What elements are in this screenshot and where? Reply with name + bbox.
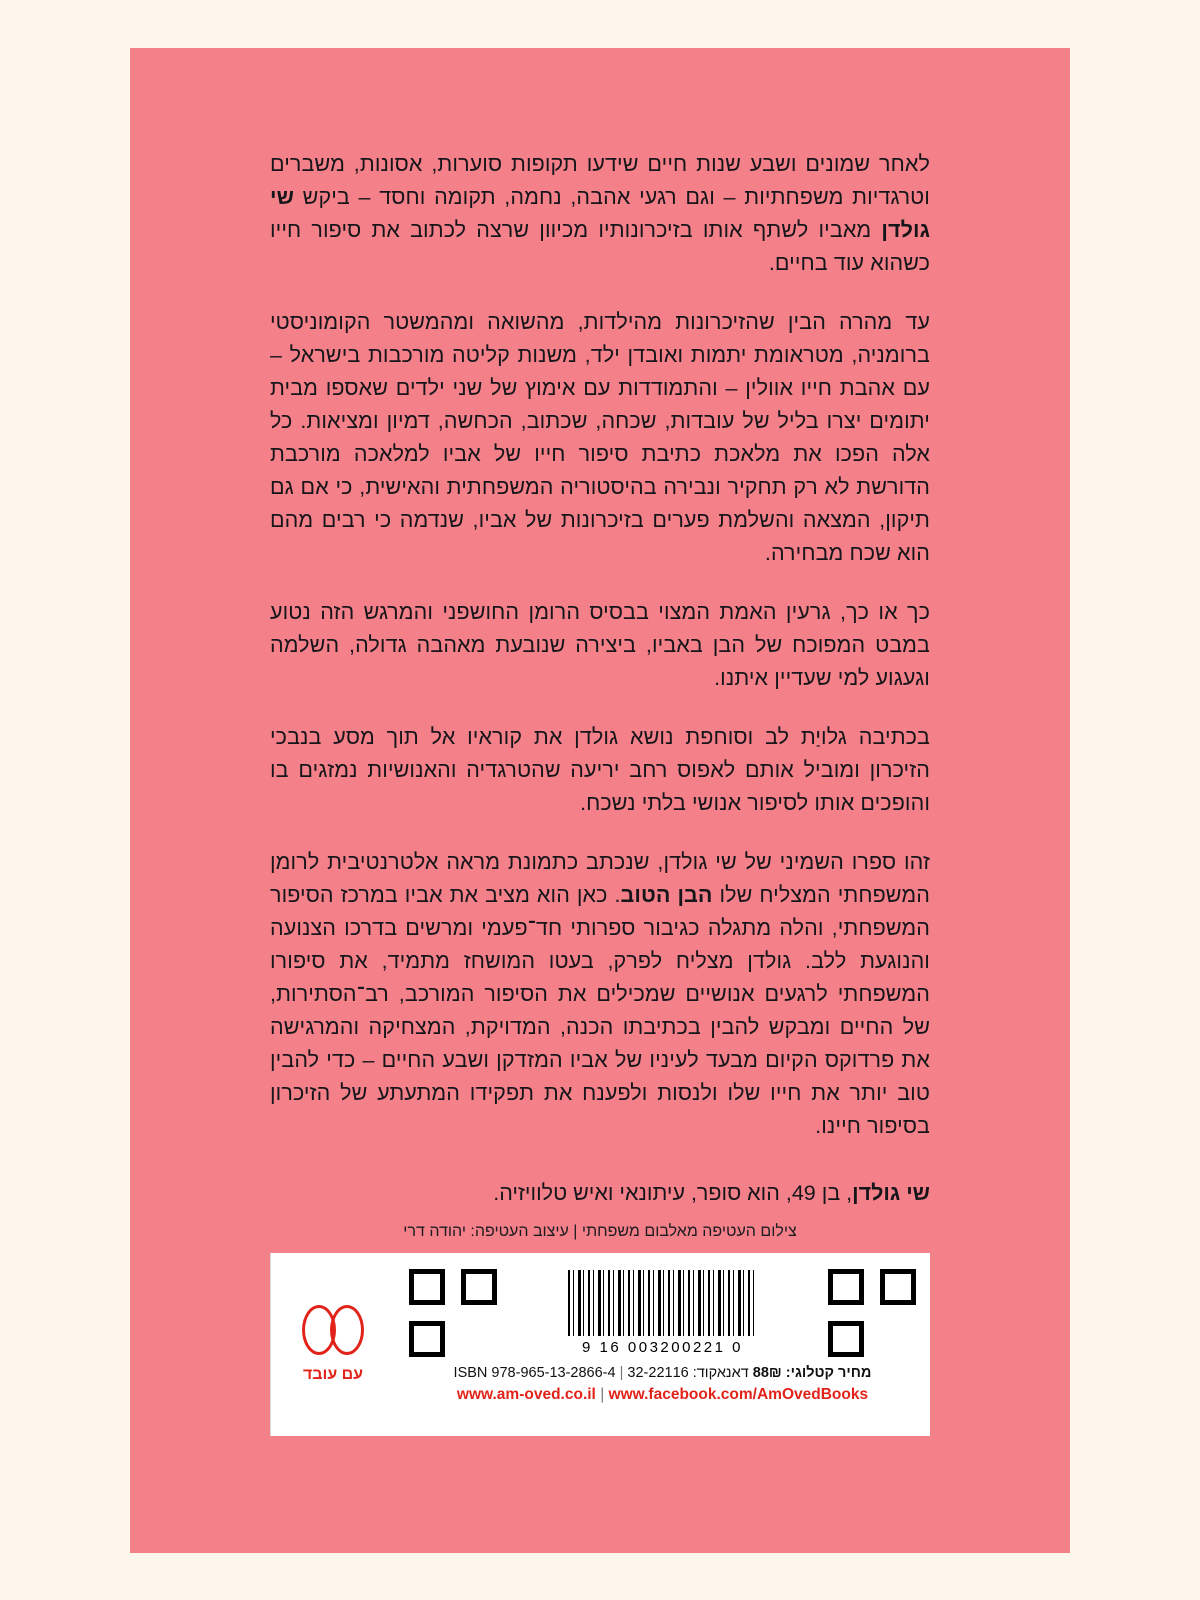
publisher-name: עם עובד	[302, 1366, 364, 1383]
blurb-paragraph-5-part-a: זהו ספרו השמיני של שי גולדן, שנכתב כתמונת מראה אלטרנטיבית לרומן המשפחתי המצליח שלו	[270, 850, 930, 907]
barcode-digits: 0 003200221 16 9	[582, 1339, 743, 1356]
qr-code-icon-left[interactable]	[828, 1269, 916, 1357]
barcode-group	[568, 1270, 758, 1356]
dancode-label: דאנאקוד:	[692, 1365, 749, 1381]
book-back-cover	[130, 48, 1070, 1553]
website-link[interactable]: www.am-oved.co.il	[456, 1386, 596, 1403]
author-name-bold: שי גולדן	[270, 185, 930, 242]
blurb-text-block	[270, 148, 930, 1210]
author-bio-rest: , בן 49, הוא סופר, עיתונאי ואיש טלוויזיה.	[493, 1181, 853, 1205]
cover-credits: צילום העטיפה מאלבום משפחתי | עיצוב העטיפה: יהודה דרי	[403, 1223, 797, 1240]
author-bio-note	[270, 1177, 930, 1210]
blurb-paragraph-1	[270, 148, 930, 280]
blurb-paragraph-5	[270, 846, 930, 1143]
previous-book-title-bold: הבן הטוב	[620, 883, 713, 907]
publisher-colophon-block	[270, 1253, 930, 1436]
meta-separator: |	[619, 1365, 624, 1381]
barcode-icon	[568, 1270, 758, 1336]
publisher-logo	[270, 1253, 395, 1436]
isbn-value: ISBN 978-965-13-2866-4	[453, 1365, 616, 1381]
price-label: מחיר קטלוגי:	[785, 1365, 872, 1381]
blurb-paragraph-1-part-a: לאחר שמונים ושבע שנות חיים שידעו תקופות סוערות, אסונות, משברים וטרגדיות משפחתיות – וגם רגעי אהבה, נחמה, תקומה וחסד – ביקש	[270, 152, 930, 209]
author-bio-name: שי גולדן	[852, 1181, 930, 1205]
dancode-value: 32-22116	[627, 1365, 689, 1381]
links-separator: |	[600, 1386, 605, 1403]
colophon-info	[395, 1253, 930, 1436]
price-value: 88₪	[752, 1365, 782, 1381]
blurb-paragraph-2: עד מהרה הבין שהזיכרונות מהילדות, מהשואה ומהמשטר הקומוניסטי ברומניה, מטראומת יתמות ואובדן ילד, משנות קליטה מורכבות בישראל – עם אהבת חייו אוולין – והתמודדות עם אימוץ של שני ילדים שאספו מבית יתומים יצרו בליל של עובדות, שכחה, שכתוב, הכחשה, דמיון ומציאות. כל אלה הפכו את מלאכת כתיבת סיפור חייו של אביו למלאכה מורכבת הדורשת לא רק תחקיר ונבירה בהיסטוריה המשפחתית והאישית, כי אם גם תיקון, המצאה והשלמת פערים בזיכרונות של אביו, שנדמה כי רבים מהם הוא שכח מבחירה.	[270, 310, 930, 565]
blurb-paragraph-3: כך או כך, גרעין האמת המצוי בבסיס הרומן החושפני והמרגש הזה נטוע במבט המפוכח של הבן באביו, ביצירה שנובעת מאהבה גדולה, השלמה וגעגוע למי שעדיין איתנו.	[270, 600, 930, 690]
qr-code-icon-right[interactable]	[409, 1269, 497, 1357]
facebook-link[interactable]: www.facebook.com/AmOvedBooks	[608, 1386, 869, 1403]
price-and-dancode-line	[409, 1365, 916, 1381]
web-links-line	[409, 1386, 916, 1404]
codes-row	[409, 1265, 916, 1361]
blurb-paragraph-1-part-b: מאביו לשתף אותו בזיכרונותיו מכיוון שרצה לכתוב את סיפור חייו כשהוא עוד בחיים.	[270, 218, 930, 275]
am-oved-logo-icon	[302, 1305, 364, 1357]
blurb-paragraph-4: בכתיבה גלויַת לב וסוחפת נושא גולדן את קוראיו אל תוך מסע בנבכי הזיכרון ומוביל אותם לאפוס רחב יריעה שהטרגדיה והאנושיות נמזגים בו והופכים אותו לסיפור אנושי בלתי נשכח.	[270, 725, 930, 815]
blurb-paragraph-5-part-b: . כאן הוא מציב את אביו במרכז הסיפור המשפחתי, והלה מתגלה כגיבור ספרותי חד־פעמי ומרשים בדרכו הצנועה והנוגעת ללב. גולדן מצליח לפרק, בעטו המושחז מתמיד, את סיפורו המשפחתי לרגעים אנושיים שמכילים את הסיפור המורכב, רב־הסתירות, של החיים ומבקש להבין בכתיבתו הכנה, המדויקת, המצחיקה והמרגישה את פרדוקס הקיום מבעד לעיניו של אביו המזדקן ושבע החיים – כדי להבין טוב יותר את חייו שלו ולנסות ולפענח את תפקידו המתעתע של הזיכרון בסיפור חיינו.	[270, 883, 930, 1138]
